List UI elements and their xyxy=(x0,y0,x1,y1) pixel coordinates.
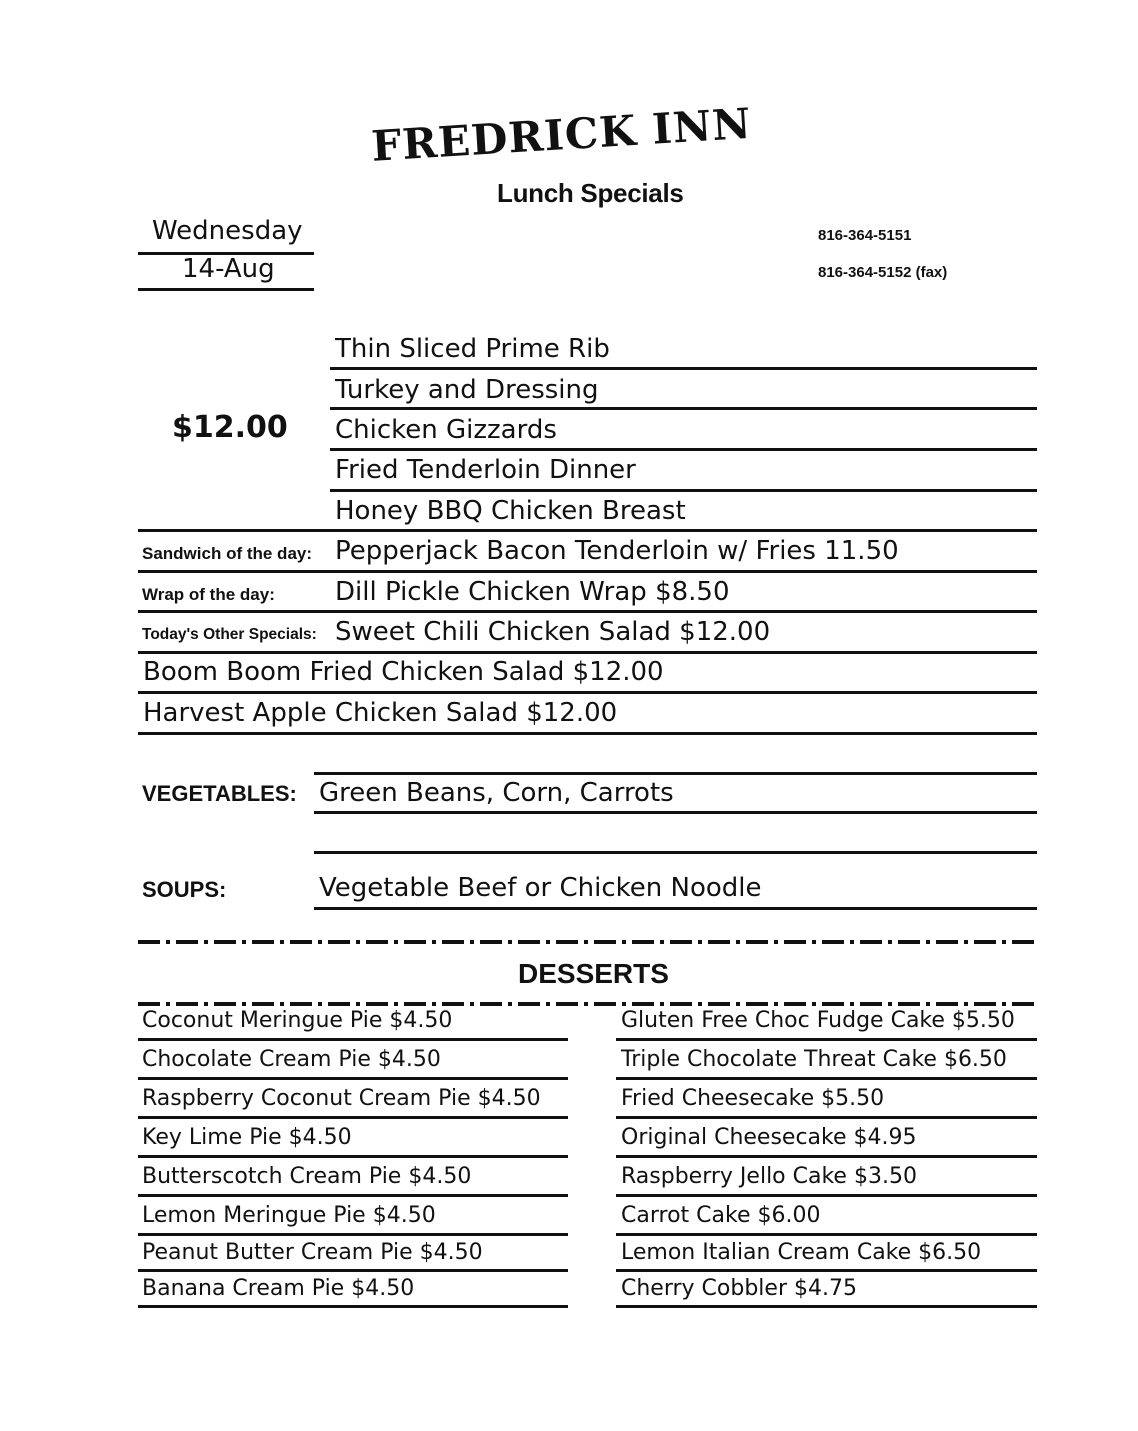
fax-number: 816-364-5152 (fax) xyxy=(818,264,948,281)
dessert-item: Banana Cream Pie $4.50 xyxy=(142,1276,415,1301)
soups-label: SOUPS: xyxy=(142,877,227,902)
divider xyxy=(616,1038,1037,1041)
dessert-item: Chocolate Cream Pie $4.50 xyxy=(142,1047,441,1072)
divider xyxy=(330,407,1037,410)
wrap-label: Wrap of the day: xyxy=(142,585,275,604)
special-item: Turkey and Dressing xyxy=(335,375,599,405)
other-special-item: Harvest Apple Chicken Salad $12.00 xyxy=(143,698,618,728)
divider xyxy=(138,1269,568,1272)
phone-number: 816-364-5151 xyxy=(818,227,912,244)
dessert-item: Lemon Italian Cream Cake $6.50 xyxy=(621,1240,982,1265)
divider xyxy=(138,732,1037,735)
dessert-item: Raspberry Jello Cake $3.50 xyxy=(621,1164,917,1189)
wrap-value: Dill Pickle Chicken Wrap $8.50 xyxy=(335,577,730,607)
vegetables-label: VEGETABLES: xyxy=(142,781,297,806)
divider xyxy=(138,651,1037,654)
divider xyxy=(138,1233,568,1236)
divider xyxy=(314,851,1037,854)
divider xyxy=(616,1269,1037,1272)
special-item: Chicken Gizzards xyxy=(335,415,557,445)
dessert-item: Butterscotch Cream Pie $4.50 xyxy=(142,1164,472,1189)
divider xyxy=(616,1077,1037,1080)
dessert-item: Key Lime Pie $4.50 xyxy=(142,1125,352,1150)
divider xyxy=(138,1155,568,1158)
divider xyxy=(138,1116,568,1119)
special-item: Fried Tenderloin Dinner xyxy=(335,455,636,485)
other-specials-label: Today's Other Specials: xyxy=(142,626,317,643)
dessert-item: Lemon Meringue Pie $4.50 xyxy=(142,1203,436,1228)
special-item: Thin Sliced Prime Rib xyxy=(335,334,610,364)
restaurant-logo: FREDRICK INN xyxy=(370,98,753,171)
divider xyxy=(330,489,1037,492)
specials-price: $12.00 xyxy=(172,410,288,445)
sandwich-label: Sandwich of the day: xyxy=(142,544,313,563)
divider xyxy=(616,1233,1037,1236)
other-special-item: Sweet Chili Chicken Salad $12.00 xyxy=(335,617,771,647)
dashed-divider xyxy=(138,940,1037,944)
divider xyxy=(138,610,1037,613)
divider xyxy=(314,907,1037,910)
divider xyxy=(616,1305,1037,1308)
dessert-item: Original Cheesecake $4.95 xyxy=(621,1125,917,1150)
dessert-item: Peanut Butter Cream Pie $4.50 xyxy=(142,1240,483,1265)
divider xyxy=(138,691,1037,694)
divider xyxy=(330,448,1037,451)
dessert-item: Triple Chocolate Threat Cake $6.50 xyxy=(621,1047,1007,1072)
date-label: 14-Aug xyxy=(182,254,275,284)
day-label: Wednesday xyxy=(152,216,303,246)
other-special-item: Boom Boom Fried Chicken Salad $12.00 xyxy=(143,657,664,687)
divider xyxy=(138,1194,568,1197)
dessert-item: Raspberry Coconut Cream Pie $4.50 xyxy=(142,1086,541,1111)
sandwich-value: Pepperjack Bacon Tenderloin w/ Fries 11.50 xyxy=(335,536,899,566)
dessert-item: Fried Cheesecake $5.50 xyxy=(621,1086,885,1111)
dessert-item: Coconut Meringue Pie $4.50 xyxy=(142,1008,453,1033)
divider xyxy=(616,1194,1037,1197)
soups-value: Vegetable Beef or Chicken Noodle xyxy=(319,873,762,903)
dashed-divider xyxy=(138,1002,1037,1006)
divider xyxy=(616,1155,1037,1158)
divider xyxy=(138,1038,568,1041)
divider xyxy=(314,811,1037,814)
divider xyxy=(138,288,314,291)
desserts-title: DESSERTS xyxy=(518,958,669,989)
divider xyxy=(138,570,1037,573)
dessert-item: Gluten Free Choc Fudge Cake $5.50 xyxy=(621,1008,1015,1033)
dessert-item: Carrot Cake $6.00 xyxy=(621,1203,821,1228)
divider xyxy=(314,772,1037,775)
divider xyxy=(616,1116,1037,1119)
vegetables-value: Green Beans, Corn, Carrots xyxy=(319,778,674,808)
divider xyxy=(138,1305,568,1308)
divider xyxy=(138,1077,568,1080)
special-item: Honey BBQ Chicken Breast xyxy=(335,496,686,526)
divider xyxy=(330,367,1037,370)
dessert-item: Cherry Cobbler $4.75 xyxy=(621,1276,857,1301)
menu-subtitle: Lunch Specials xyxy=(497,178,684,208)
divider xyxy=(138,529,1037,532)
